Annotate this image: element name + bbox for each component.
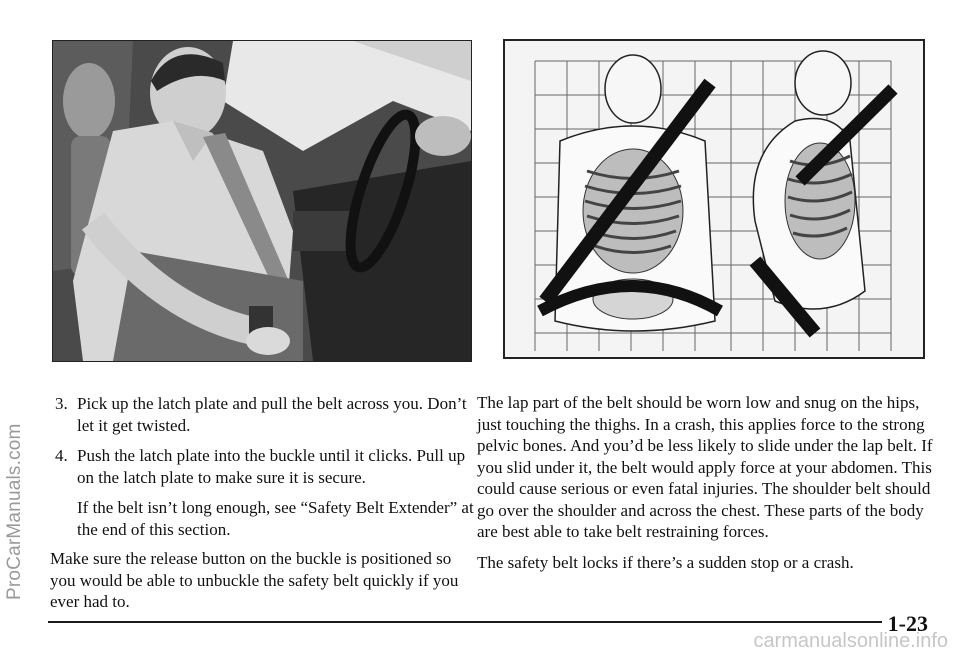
step-text: Push the latch plate into the buckle until it clicks. Pull up on the latch plate to make sure it is secure.: [77, 446, 466, 487]
footer-watermark: carmanualsonline.info: [753, 630, 948, 652]
lap-belt-paragraph: The lap part of the belt should be worn low and snug on the hips, just touching the thighs. In a crash, this applies force to the strong pelvic bones. And you’d be less likely to slide under the lap belt. If you slid under it, the belt would apply force at your abdomen. This could cause serious or even fatal injuries. The shoulder belt should go over the shoulder and across the chest. These parts of the body are best able to take belt restraining forces.: [477, 393, 933, 541]
step-4: [50, 445, 480, 488]
page-number: 1-23: [882, 611, 928, 637]
belt-fastening-photo: [52, 40, 472, 362]
footer-rule: [48, 621, 928, 623]
side-watermark: ProCarManuals.com: [4, 423, 25, 600]
step-number: 4.: [55, 446, 68, 465]
step-text: Pick up the latch plate and pull the belt across you. Don’t let it get twisted.: [77, 394, 467, 435]
extender-note: If the belt isn’t long enough, see “Safety Belt Extender” at the end of this section.: [77, 498, 474, 539]
belt-locks-paragraph: The safety belt locks if there’s a sudden stop or a crash.: [477, 552, 854, 572]
left-text-column: [50, 393, 480, 622]
belt-position-diagram: [503, 39, 925, 359]
right-text-column: [477, 392, 937, 582]
step-3: [50, 393, 480, 436]
step-number: 3.: [55, 394, 68, 413]
release-button-paragraph: Make sure the release button on the buckle is positioned so you would be able to unbuckle the safety belt quickly if you ever had to.: [50, 549, 459, 611]
